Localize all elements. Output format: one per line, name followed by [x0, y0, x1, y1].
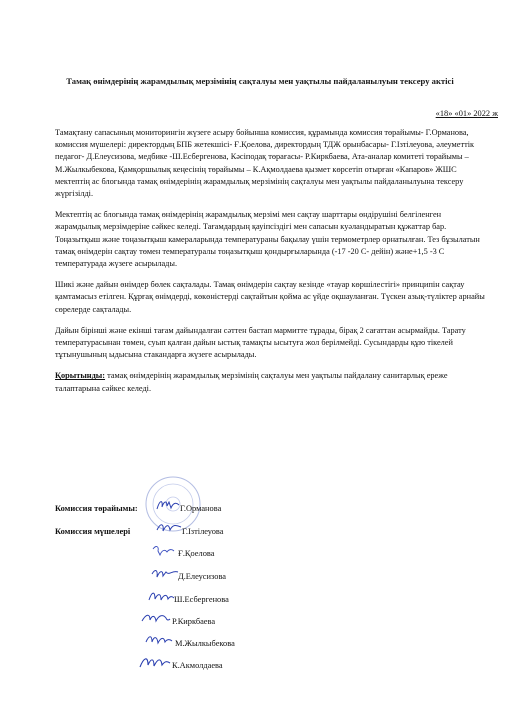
member-name-2: Ғ.Қоелова — [178, 549, 215, 558]
document-date: «18» «01» 2022 ж — [435, 109, 498, 118]
member-signature-2 — [150, 543, 176, 559]
document-title: Тамақ өнімдерінің жарамдылық мерзімінің сақталуы мен уақтылы пайдаланылуын тексеру актісі — [66, 76, 454, 86]
member-name-6: М.Жылкыбекова — [175, 639, 235, 648]
member-name-1: Г.Ізтілеуова — [182, 527, 224, 536]
chair-signature-line — [55, 503, 138, 514]
member-name-3: Д.Елеусизова — [178, 572, 227, 581]
paragraph-commission: Тамақтану сапасының мониторингін жүзеге асыру бойынша комиссия, құрамында комиссия төрайымы- Г.Орманова, комиссия мүшелері: директордың БПБ жетекшісі- Ғ.Қоелова, директордың ТДЖ орынбасары- Г.Ізтілеуова, әлеуметтік педагог- Д.Елеусизова, медбике -Ш.Есбергенова, Кәсіподақ төрағасы- Р.Киркбаева, Ата-аналар комитеті төрайымы –М.Жылкыбекова, Қамқоршылық кеңесінің төрайымы – К.Ақмолдаева қызмет көрсетіп отырған «Капаров» ЖШС мектептің ас блогында тамақ өнімдерінің жарамдылық мерзімінің сақталуы мен уақтылы пайдаланылуына тексеру жүргізілді. — [55, 128, 475, 199]
member-signature-1 — [155, 520, 183, 536]
paragraph-separation: Шикі және дайын өнімдер бөлек сақталады. Тамақ өнімдерін сақтау кезінде «тауар көршілестігі» принципін сақтау қамтамасыз етілген. Құрғақ өнімдерді, көкөністерді сақтайтын қойма ас үйде оқшауланған. Түскен азық-түліктер арнайы сөрелерде сақталады. — [55, 280, 485, 314]
member-name-7: К.Акмолдаева — [172, 661, 223, 670]
member-signature-4 — [146, 588, 176, 606]
paragraph-conclusion — [55, 370, 487, 394]
conclusion-text: тамақ өнімдерінің жарамдылық мерзімінің сақталуы мен уақтылы пайдалану санитарлық ереже талаптарына сәйкес келеді. — [55, 371, 448, 393]
members-role-line — [55, 526, 130, 537]
paragraph-serving: Дайын бірінші және екінші тағам дайындалған сәттен бастап мармитте тұрады, бірақ 2 сағаттан асырмайды. Тарату температурасынан төмен, суып қалған дайын ыстық тамақты ысытуға жол берілмейді. Сусындарды құю тікелей тұтынушының ыдысына стакандарға жүзеге асырылады. — [55, 325, 466, 360]
chair-role-label: Комиссия төрайымы: — [55, 504, 138, 513]
chair-signature — [155, 497, 181, 513]
document-body — [55, 127, 487, 404]
member-name-5: Р.Киркбаева — [172, 617, 216, 626]
chair-name: Г.Орманова — [180, 504, 222, 513]
paragraph-storage: Мектептің ас блогында тамақ өнімдерінің жарамдылық мерзімі мен сақтау шарттары өндірушіні белгіленген жарамдылық мерзімдеріне сәйкес келеді. Тағамдардың қауіпсіздігі мен сапасын куәландыратын құжаттар бар. Тоңазытқыш және тоңазытқыш камераларында температураны бақылау үшін термометрлер орнатылған. Тез бұзылатын тамақ өнімдерін сақтау төмен температуралы тоңазытқыш қондырғыларында (-17 -20 С- дейін) және+1,5 -3 С температурада жүзеге асырылады. — [55, 210, 480, 269]
members-role-label: Комиссия мүшелері — [55, 527, 131, 536]
member-signature-7 — [138, 653, 172, 673]
member-name-4: Ш.Есбергенова — [174, 595, 229, 604]
member-signature-3 — [150, 566, 180, 582]
member-signature-5 — [140, 610, 172, 628]
conclusion-label: Қорытынды: — [55, 371, 106, 381]
member-signature-6 — [144, 632, 174, 650]
